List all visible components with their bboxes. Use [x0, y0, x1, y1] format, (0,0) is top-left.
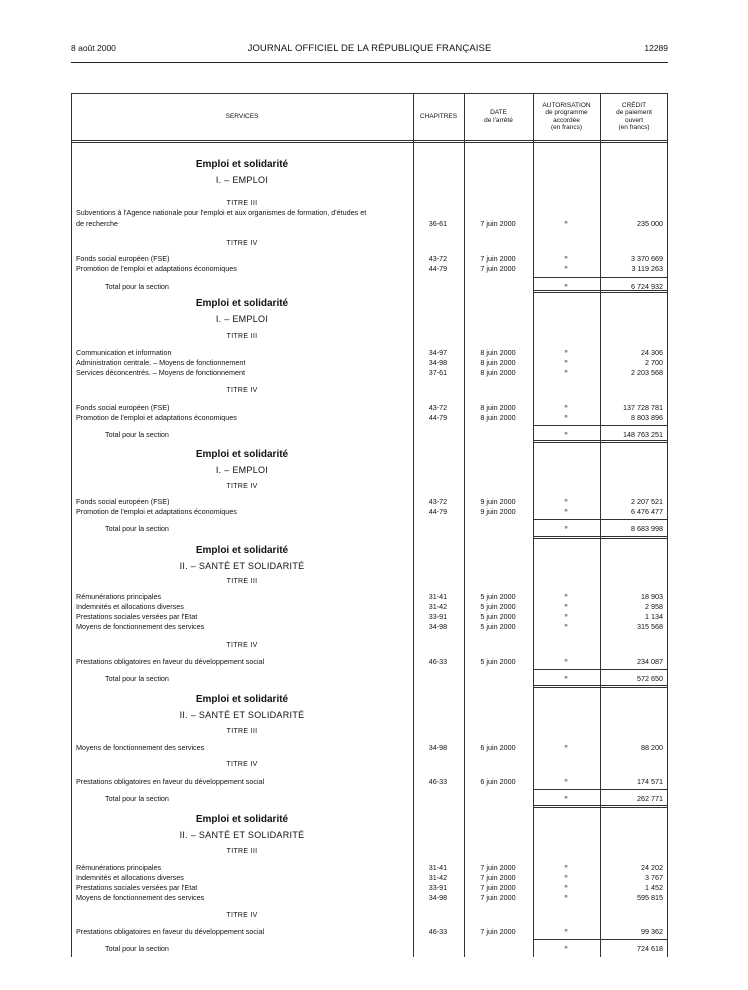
issue-date: 8 août 2000 [71, 43, 116, 53]
service-label [76, 926, 408, 937]
credit-cell: 572 650 [637, 674, 663, 683]
table-row [71, 367, 668, 378]
credit-cell: 6 724 932 [631, 282, 663, 291]
service-label-text: Total pour la section [105, 944, 169, 953]
total-rule [533, 939, 668, 940]
autorisation-cell: » [564, 778, 568, 784]
section-separator [533, 805, 668, 806]
section-separator-2 [533, 538, 668, 539]
service-label [76, 892, 408, 903]
total-row [71, 523, 668, 534]
autorisation-cell: » [564, 623, 568, 629]
autorisation-cell: » [564, 265, 568, 271]
chapitre-cell: 33-91 [428, 883, 448, 892]
section-separator [533, 440, 668, 441]
service-label-text: Fonds social européen (FSE) [76, 254, 170, 263]
total-label [105, 523, 408, 534]
autorisation-cell: » [564, 613, 568, 619]
service-label [76, 656, 408, 667]
chapitre-cell: 34-97 [428, 348, 448, 357]
date-cell: 5 juin 2000 [480, 657, 516, 666]
chapitre-cell: 31-42 [428, 602, 448, 611]
credit-cell: 235 000 [637, 219, 663, 228]
total-rule [533, 277, 668, 278]
autorisation-cell: » [564, 658, 568, 664]
total-row [71, 943, 668, 954]
service-label-line1: Subventions à l'Agence nationale pour l'emploi et aux organismes de formation, d'études et [76, 208, 367, 217]
credit-cell: 262 771 [637, 794, 663, 803]
section-subheading: I. – EMPLOI [215, 314, 269, 324]
chapitre-cell: 37-61 [428, 368, 448, 377]
date-cell: 5 juin 2000 [480, 622, 516, 631]
credit-cell: 2 207 521 [631, 497, 663, 506]
chapitre-cell: 46-33 [428, 777, 448, 786]
section-subheading: II. – SANTÉ ET SOLIDARITÉ [179, 710, 305, 720]
table-header-border-2 [71, 142, 668, 143]
total-label [105, 281, 408, 292]
service-label-text: Prestations obligatoires en faveur du développement social [76, 927, 265, 936]
service-label-text: Promotion de l'emploi et adaptations économiques [76, 264, 237, 273]
service-label-text: Total pour la section [105, 282, 169, 291]
titre-heading: TITRE IV [226, 642, 258, 649]
table-row [71, 621, 668, 632]
chapitre-cell: 34-98 [428, 743, 448, 752]
date-cell: 8 juin 2000 [480, 368, 516, 377]
section-separator-2 [533, 292, 668, 293]
credits-table [71, 93, 668, 957]
chapitre-cell: 34-98 [428, 622, 448, 631]
autorisation-cell: » [564, 255, 568, 261]
ministry-heading: Emploi et solidarité [195, 449, 289, 460]
chapitre-cell: 43-72 [428, 497, 448, 506]
chapitre-cell: 44-79 [428, 507, 448, 516]
credit-cell: 3 370 669 [631, 254, 663, 263]
service-label-text: Promotion de l'emploi et adaptations économiques [76, 507, 237, 516]
chapitre-cell: 36-61 [428, 219, 448, 228]
col-header-credit: CRÉDIT de paiement ouvert (en francs) [616, 101, 652, 131]
section-separator-2 [533, 442, 668, 443]
credit-cell: 137 728 781 [623, 403, 663, 412]
service-label [76, 742, 408, 753]
total-row [71, 673, 668, 684]
titre-heading: TITRE IV [226, 761, 258, 768]
chapitre-cell: 46-33 [428, 657, 448, 666]
autorisation-cell: » [564, 431, 568, 437]
service-label-text: Moyens de fonctionnement des services [76, 622, 205, 631]
chapitre-cell: 31-41 [428, 592, 448, 601]
service-label-text: Communication et information [76, 348, 172, 357]
service-label [76, 506, 408, 517]
ministry-heading: Emploi et solidarité [195, 814, 289, 825]
ministry-heading: Emploi et solidarité [195, 159, 289, 170]
service-label [76, 218, 408, 229]
ministry-heading: Emploi et solidarité [195, 545, 289, 556]
total-rule [533, 669, 668, 670]
autorisation-cell: » [564, 349, 568, 355]
credit-cell: 2 203 568 [631, 368, 663, 377]
header-rule [71, 62, 668, 63]
table-row [71, 926, 668, 937]
service-label-text: Prestations sociales versées par l'Etat [76, 612, 198, 621]
autorisation-cell: » [564, 220, 568, 226]
date-cell: 8 juin 2000 [480, 348, 516, 357]
date-cell: 8 juin 2000 [480, 413, 516, 422]
date-cell: 6 juin 2000 [480, 777, 516, 786]
section-subheading: I. – EMPLOI [215, 465, 269, 475]
service-label-text: de recherche [76, 219, 118, 228]
service-label-text: Rémunérations principales [76, 863, 162, 872]
date-cell: 9 juin 2000 [480, 497, 516, 506]
total-row [71, 793, 668, 804]
credit-cell: 2 958 [645, 602, 663, 611]
date-cell: 7 juin 2000 [480, 254, 516, 263]
credit-cell: 234 087 [637, 657, 663, 666]
chapitre-cell: 33-91 [428, 612, 448, 621]
date-cell: 7 juin 2000 [480, 219, 516, 228]
titre-heading: TITRE IV [226, 912, 258, 919]
table-row [71, 742, 668, 753]
credit-cell: 724 618 [637, 944, 663, 953]
table-row [71, 412, 668, 423]
chapitre-cell: 34-98 [428, 358, 448, 367]
section-separator [533, 536, 668, 537]
titre-heading: TITRE III [226, 578, 258, 585]
table-row [71, 776, 668, 787]
autorisation-cell: » [564, 795, 568, 801]
date-cell: 7 juin 2000 [480, 927, 516, 936]
credit-cell: 1 452 [645, 883, 663, 892]
page-header [71, 43, 668, 57]
date-cell: 5 juin 2000 [480, 592, 516, 601]
table-row [71, 263, 668, 274]
credit-cell: 6 476 477 [631, 507, 663, 516]
service-label-text: Moyens de fonctionnement des services [76, 893, 205, 902]
service-label-text: Prestations sociales versées par l'Etat [76, 883, 198, 892]
ministry-heading: Emploi et solidarité [195, 298, 289, 309]
autorisation-cell: » [564, 928, 568, 934]
service-label-text: Fonds social européen (FSE) [76, 497, 170, 506]
service-label [76, 621, 408, 632]
chapitre-cell: 31-41 [428, 863, 448, 872]
chapitre-cell: 46-33 [428, 927, 448, 936]
table-row [71, 656, 668, 667]
credit-cell: 18 903 [641, 592, 663, 601]
autorisation-cell: » [564, 864, 568, 870]
service-label-text: Total pour la section [105, 430, 169, 439]
credit-cell: 99 362 [641, 927, 663, 936]
section-subheading: II. – SANTÉ ET SOLIDARITÉ [179, 561, 305, 571]
credit-cell: 24 202 [641, 863, 663, 872]
credit-cell: 1 134 [645, 612, 663, 621]
chapitre-cell: 31-42 [428, 873, 448, 882]
service-label [76, 412, 408, 423]
date-cell: 7 juin 2000 [480, 873, 516, 882]
date-cell: 5 juin 2000 [480, 602, 516, 611]
table-row [71, 892, 668, 903]
date-cell: 7 juin 2000 [480, 863, 516, 872]
service-label-text: Indemnités et allocations diverses [76, 602, 184, 611]
section-separator-2 [533, 687, 668, 688]
credit-cell: 2 700 [645, 358, 663, 367]
date-cell: 8 juin 2000 [480, 403, 516, 412]
credit-cell: 24 306 [641, 348, 663, 357]
service-label-text: Prestations obligatoires en faveur du développement social [76, 777, 265, 786]
service-label-text: Total pour la section [105, 524, 169, 533]
credit-cell: 8 803 896 [631, 413, 663, 422]
titre-heading: TITRE IV [226, 387, 258, 394]
titre-heading: TITRE III [226, 333, 258, 340]
section-separator [533, 290, 668, 291]
credit-cell: 174 571 [637, 777, 663, 786]
credit-cell: 315 568 [637, 622, 663, 631]
table-row [71, 506, 668, 517]
col-header-chapitres: CHAPITRES [419, 112, 458, 120]
titre-heading: TITRE IV [226, 240, 258, 247]
autorisation-cell: » [564, 283, 568, 289]
chapitre-cell: 44-79 [428, 413, 448, 422]
credit-cell: 88 200 [641, 743, 663, 752]
chapitre-cell: 34-98 [428, 893, 448, 902]
autorisation-cell: » [564, 593, 568, 599]
table-row [71, 218, 668, 229]
date-cell: 7 juin 2000 [480, 264, 516, 273]
col-header-autorisation: AUTORISATION de programme accordée (en francs) [542, 101, 591, 131]
service-label-text: Rémunérations principales [76, 592, 162, 601]
section-separator-2 [533, 807, 668, 808]
chapitre-cell: 43-72 [428, 403, 448, 412]
autorisation-cell: » [564, 508, 568, 514]
total-row [71, 429, 668, 440]
journal-title: JOURNAL OFFICIEL DE LA RÉPUBLIQUE FRANÇAISE [247, 43, 492, 54]
total-rule [533, 425, 668, 426]
service-label-text: Indemnités et allocations diverses [76, 873, 184, 882]
section-separator [533, 685, 668, 686]
date-cell: 7 juin 2000 [480, 883, 516, 892]
total-label [105, 943, 408, 954]
chapitre-cell: 44-79 [428, 264, 448, 273]
section-subheading: I. – EMPLOI [215, 175, 269, 185]
service-label [76, 263, 408, 274]
col-header-services: SERVICES [225, 112, 259, 120]
autorisation-cell: » [564, 603, 568, 609]
service-label-text: Promotion de l'emploi et adaptations économiques [76, 413, 237, 422]
total-label [105, 673, 408, 684]
credit-cell: 148 763 251 [623, 430, 663, 439]
date-cell: 7 juin 2000 [480, 893, 516, 902]
titre-heading: TITRE III [226, 728, 258, 735]
total-label [105, 793, 408, 804]
autorisation-cell: » [564, 884, 568, 890]
autorisation-cell: » [564, 404, 568, 410]
col-header-date: DATE de l'arrêté [484, 109, 513, 124]
autorisation-cell: » [564, 874, 568, 880]
date-cell: 8 juin 2000 [480, 358, 516, 367]
total-label [105, 429, 408, 440]
service-label-text: Total pour la section [105, 794, 169, 803]
total-rule [533, 519, 668, 520]
ministry-heading: Emploi et solidarité [195, 694, 289, 705]
service-label-text: Prestations obligatoires en faveur du développement social [76, 657, 265, 666]
table-header-border [71, 140, 668, 141]
credit-cell: 3 767 [645, 873, 663, 882]
credit-cell: 595 815 [637, 893, 663, 902]
autorisation-cell: » [564, 525, 568, 531]
date-cell: 9 juin 2000 [480, 507, 516, 516]
service-label-text: Fonds social européen (FSE) [76, 403, 170, 412]
autorisation-cell: » [564, 744, 568, 750]
date-cell: 5 juin 2000 [480, 612, 516, 621]
service-label [76, 776, 408, 787]
autorisation-cell: » [564, 498, 568, 504]
service-label-text: Services déconcentrés. – Moyens de fonctionnement [76, 368, 246, 377]
service-label-text: Administration centrale. – Moyens de fonctionnement [76, 358, 246, 367]
autorisation-cell: » [564, 675, 568, 681]
section-subheading: II. – SANTÉ ET SOLIDARITÉ [179, 830, 305, 840]
autorisation-cell: » [564, 414, 568, 420]
titre-heading: TITRE III [226, 848, 258, 855]
service-label-text: Total pour la section [105, 674, 169, 683]
total-rule [533, 789, 668, 790]
service-label-text: Moyens de fonctionnement des services [76, 743, 205, 752]
date-cell: 6 juin 2000 [480, 743, 516, 752]
table-row-continuation [71, 207, 668, 218]
credit-cell: 3 119 263 [631, 264, 663, 273]
page-number: 12289 [644, 43, 668, 53]
titre-heading: TITRE III [226, 200, 258, 207]
autorisation-cell: » [564, 359, 568, 365]
chapitre-cell: 43-72 [428, 254, 448, 263]
titre-heading: TITRE IV [226, 483, 258, 490]
autorisation-cell: » [564, 369, 568, 375]
autorisation-cell: » [564, 945, 568, 951]
service-label [76, 367, 408, 378]
autorisation-cell: » [564, 894, 568, 900]
credit-cell: 8 683 998 [631, 524, 663, 533]
